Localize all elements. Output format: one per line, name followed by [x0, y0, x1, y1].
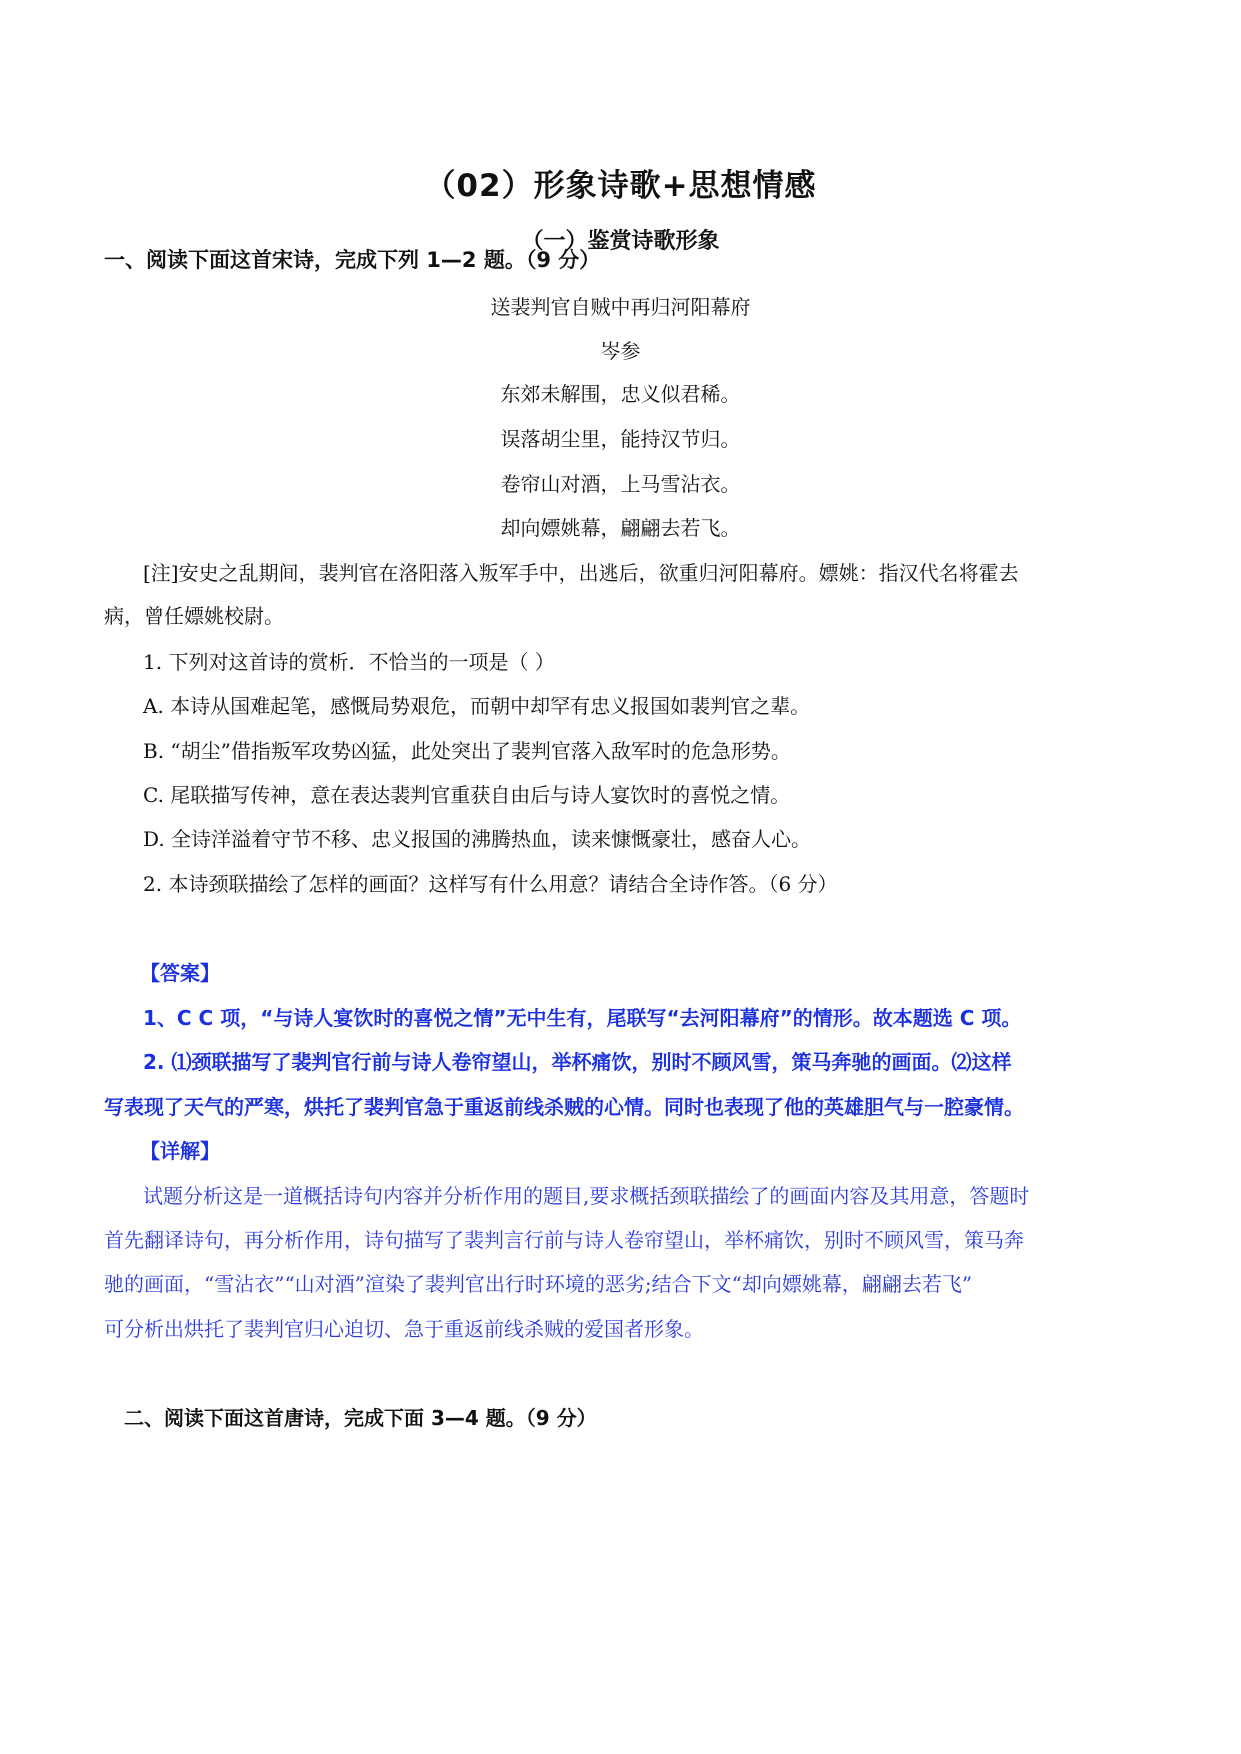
- detail-line: 首先翻译诗句，再分析作用，诗句描写了裴判言行前与诗人卷帘望山，举杯痛饮，别时不顾风雪，策马奔: [104, 1228, 1024, 1252]
- poem-line: 却向嫖姚幕，翩翩去若飞。: [500, 516, 741, 540]
- page-title: （02）形象诗歌+思想情感: [424, 168, 817, 204]
- detail-line: 驰的画面，“雪沾衣”“山对酒”渲染了裴判官出行时环境的恶劣;结合下文“却向嫖姚幕，翩翩去若飞”: [104, 1272, 973, 1296]
- note-line: [注]安史之乱期间，裴判官在洛阳落入叛军手中，出逃后，欲重归河阳幕府。嫖姚：指汉代名将霍去: [143, 561, 1019, 585]
- answer-line-1: 1、C C 项，“与诗人宴饮时的喜悦之情”无中生有，尾联写“去河阳幕府”的情形。故本题选 C 项。: [143, 1006, 1022, 1030]
- option-c: C. 尾联描写传神，意在表达裴判官重获自由后与诗人宴饮时的喜悦之情。: [143, 783, 791, 807]
- section2-heading: 二、阅读下面这首唐诗，完成下面 3—4 题。（9 分）: [124, 1406, 597, 1430]
- answer-line-2a: 2. ⑴颈联描写了裴判官行前与诗人卷帘望山，举杯痛饮，别时不顾风雪，策马奔驰的画面。⑵这样: [143, 1050, 1012, 1074]
- poem-author: 岑参: [600, 339, 641, 363]
- answer-tag: 【答案】: [140, 961, 220, 985]
- option-d: D. 全诗洋溢着守节不移、忠义报国的沸腾热血，读来慷慨豪壮，感奋人心。: [143, 827, 812, 851]
- section-subtitle: （一）鉴赏诗歌形象: [521, 229, 720, 254]
- option-a: A. 本诗从国难起笔，感慨局势艰危，而朝中却罕有忠义报国如裴判官之辈。: [143, 694, 811, 718]
- note-line: 病，曾任嫖姚校尉。: [104, 604, 284, 628]
- detail-line: 试题分析这是一道概括诗句内容并分析作用的题目,要求概括颈联描绘了的画面内容及其用意，答题时: [143, 1184, 1030, 1208]
- detail-line: 可分析出烘托了裴判官归心迫切、急于重返前线杀贼的爱国者形象。: [104, 1317, 704, 1341]
- question-2: 2. 本诗颈联描绘了怎样的画面？这样写有什么用意？请结合全诗作答。（6 分）: [143, 872, 838, 896]
- poem-line: 误落胡尘里，能持汉节归。: [500, 427, 741, 451]
- poem-title: 送裴判官自贼中再归河阳幕府: [490, 295, 751, 319]
- option-b: B. “胡尘”借指叛军攻势凶猛，此处突出了裴判官落入敌军时的危急形势。: [143, 739, 791, 763]
- poem-line: 卷帘山对酒，上马雪沾衣。: [500, 472, 741, 496]
- detail-tag: 【详解】: [140, 1139, 220, 1163]
- poem-line: 东郊未解围，忠义似君稀。: [500, 382, 741, 406]
- answer-line-2b: 写表现了天气的严寒，烘托了裴判官急于重返前线杀贼的心情。同时也表现了他的英雄胆气与一腔豪情。: [104, 1095, 1024, 1119]
- question-1: 1. 下列对这首诗的赏析．不恰当的一项是（ ）: [143, 650, 555, 674]
- section1-heading: 一、阅读下面这首宋诗，完成下列 1—2 题。（9 分）: [104, 248, 601, 272]
